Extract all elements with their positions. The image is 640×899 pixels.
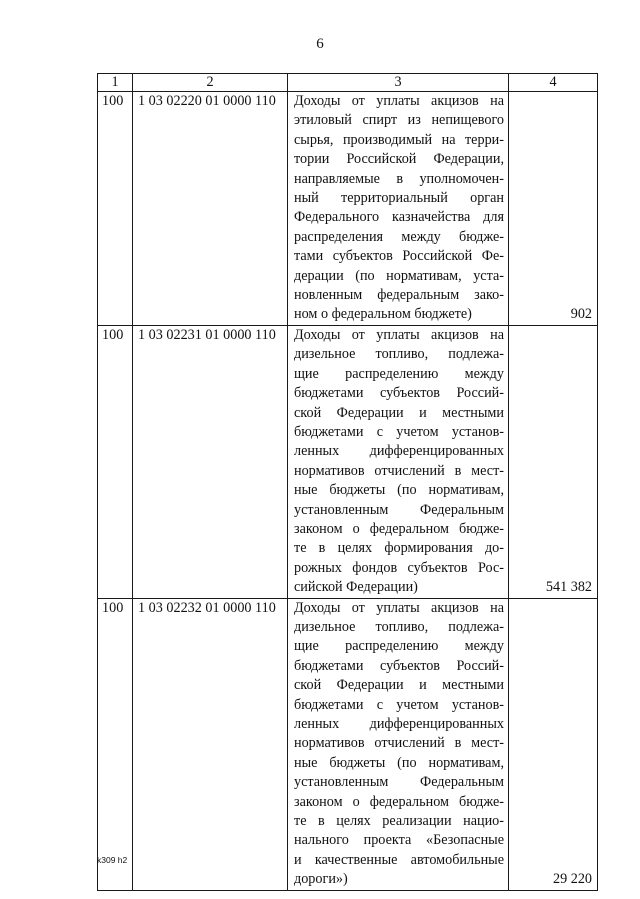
description-line: тории Российской Федерации, — [294, 151, 504, 168]
description-line: нального проекта «Безопасные — [294, 832, 504, 849]
description-line: законом о федеральном бюдже- — [294, 793, 504, 810]
description-line: бюджетами с учетом установ- — [294, 696, 504, 713]
column-header-4: 4 — [509, 74, 598, 92]
table-row — [98, 92, 598, 326]
admin-code-cell: 100 — [98, 92, 133, 326]
description-line: Федерального казначейства для — [294, 209, 504, 226]
amount-cell: 29 220 — [509, 598, 598, 890]
description-line: сийской Федерации) — [294, 579, 418, 596]
description-line: нормативов отчислений в мест- — [294, 735, 504, 752]
column-header-3: 3 — [288, 74, 509, 92]
budget-classification-code-cell: 1 03 02220 01 0000 110 — [133, 92, 288, 326]
column-header-2: 2 — [133, 74, 288, 92]
description-line: бюджетами с учетом установ- — [294, 423, 504, 440]
description-line: бюджетами субъектов Россий- — [294, 657, 504, 674]
table-body — [98, 92, 598, 891]
description-line: ный территориальный орган — [294, 190, 504, 207]
description-line: щие распределению между — [294, 638, 504, 655]
table-header-row — [98, 74, 598, 92]
revenue-description-cell — [288, 92, 509, 326]
page-number: 6 — [316, 36, 324, 52]
description-line: дерации (по нормативам, уста- — [294, 267, 504, 284]
admin-code-cell: 100 — [98, 325, 133, 598]
description-line: нормативов отчислений в мест- — [294, 462, 504, 479]
description-line: ской Федерации и местными — [294, 404, 504, 421]
description-line: направляемые в уполномочен- — [294, 170, 504, 187]
description-line: и качественные автомобильные — [294, 851, 504, 868]
amount-cell: 541 382 — [509, 325, 598, 598]
description-line: этиловый спирт из непищевого — [294, 112, 504, 129]
description-line: щие распределению между — [294, 365, 504, 382]
budget-classification-code-cell: 1 03 02231 01 0000 110 — [133, 325, 288, 598]
description-line: законом о федеральном бюдже- — [294, 520, 504, 537]
admin-code-cell: 100 — [98, 598, 133, 890]
revenue-description-cell — [288, 598, 509, 890]
description-line: те в целях формирования до- — [294, 540, 504, 557]
description-line: рожных фондов субъектов Рос- — [294, 559, 504, 576]
description-line: ные бюджеты (по нормативам, — [294, 754, 504, 771]
description-line: ном о федеральном бюджете) — [294, 306, 472, 323]
description-line: дизельное топливо, подлежа- — [294, 346, 504, 363]
description-line: Доходы от уплаты акцизов на — [294, 93, 504, 109]
description-line: распределения между бюдже- — [294, 228, 504, 245]
description-line: бюджетами субъектов Россий- — [294, 385, 504, 402]
description-line: установленным Федеральным — [294, 501, 504, 518]
description-line: ленных дифференцированных — [294, 443, 504, 460]
description-line: новленным федеральным зако- — [294, 287, 504, 304]
description-line: тами субъектов Российской Фе- — [294, 248, 504, 265]
revenue-description-cell — [288, 325, 509, 598]
amount-cell: 902 — [509, 92, 598, 326]
table-row — [98, 598, 598, 890]
description-line: ской Федерации и местными — [294, 677, 504, 694]
description-line: дороги») — [294, 871, 348, 888]
description-line: Доходы от уплаты акцизов на — [294, 599, 504, 616]
column-header-1: 1 — [98, 74, 133, 92]
revenue-table — [97, 73, 598, 891]
description-line: ленных дифференцированных — [294, 716, 504, 732]
description-line: дизельное топливо, подлежа- — [294, 618, 504, 635]
description-line: Доходы от уплаты акцизов на — [294, 326, 504, 343]
description-line: установленным Федеральным — [294, 774, 504, 791]
description-line: ные бюджеты (по нормативам, — [294, 482, 504, 499]
footer-code: k309 h2 — [97, 855, 128, 865]
description-line: сырья, производимый на терри- — [294, 131, 504, 148]
description-line: те в целях реализации нацио- — [294, 813, 504, 830]
table-row — [98, 325, 598, 598]
budget-classification-code-cell: 1 03 02232 01 0000 110 — [133, 598, 288, 890]
